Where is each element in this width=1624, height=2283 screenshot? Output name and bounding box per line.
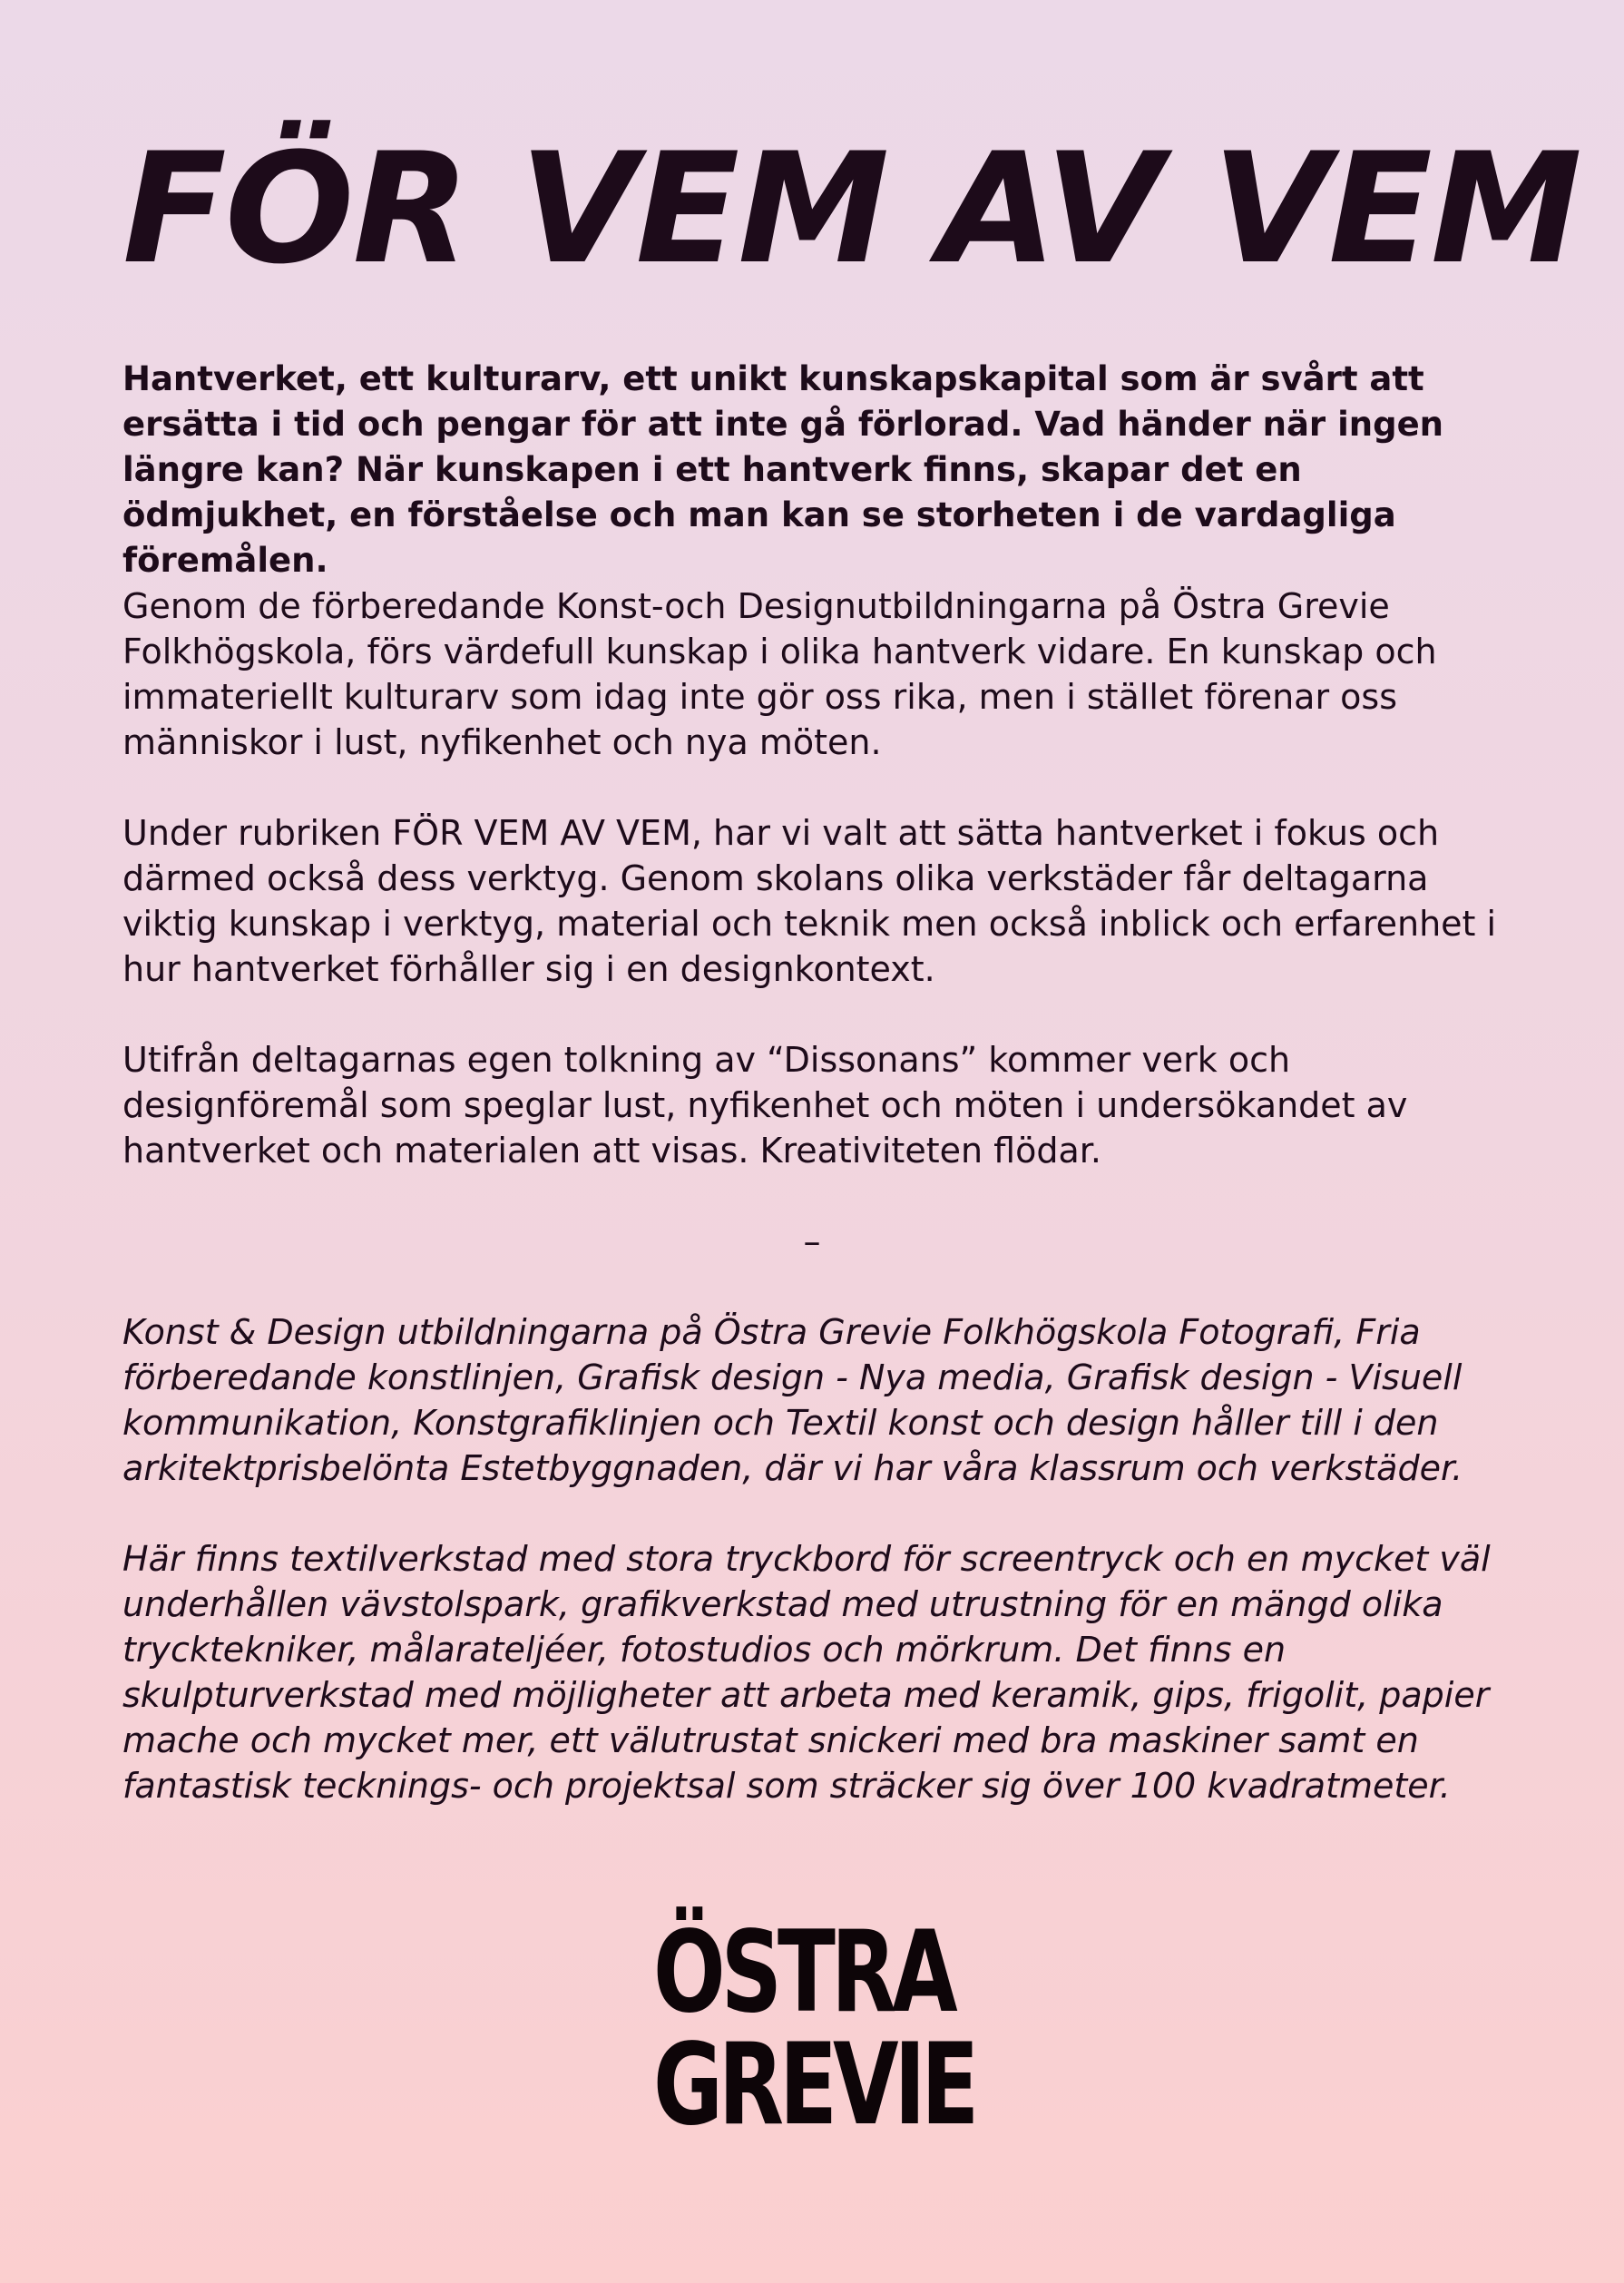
logo-line-1: ÖSTRA — [653, 1907, 954, 2038]
body-paragraph-3: Utifrån deltagarnas egen tolkning av “Dissonans” kommer verk och designföremål som speglar lust, nyfikenhet och möten i undersökandet av hantverket och materialen att visas. Kreativiteten flödar. — [122, 1040, 1408, 1171]
body-paragraph-2: Under rubriken FÖR VEM AV VEM, har vi valt att sätta hantverket i fokus och därmed också dess verktyg. Genom skolans olika verkstäder får deltagarna viktig kunskap i verktyg, material och teknik men också inblick och erfarenhet i hur hantverket förhåller sig i en designkontext. — [122, 813, 1497, 989]
italic-paragraph-2: Här finns textilverkstad med stora tryckbord för screentryck och en mycket väl underhållen vävstolspark, grafikverkstad med utrustning för en mängd olika trycktekniker, målarateljéer, fotostudios och mörkrum. Det finns en skulpturverkstad med möjligheter att arbeta med keramik, gips, frigolit, papier mache och mycket mer, ett välutrustat snickeri med bra maskiner samt en fantastisk tecknings- och projektsal som sträcker sig över 100 kvadratmeter. — [122, 1539, 1491, 1806]
intro-paragraph: Hantverket, ett kulturarv, ett unikt kunskapskapital som är svårt att ersätta i tid och pengar för att inte gå förlorad. Vad händer när ingen längre kan? När kunskapen i ett hantverk finns, skapar det en ödmjukhet, en förståelse och man kan se storheten i de vardagliga föremålen. — [122, 359, 1444, 580]
document-page — [122, 0, 1580, 2283]
section-separator: – — [803, 1221, 821, 1261]
ostra-grevie-logo — [653, 1907, 975, 2151]
page-title: FÖR VEM AV VEM — [122, 120, 1580, 298]
body-paragraph-1: Genom de förberedande Konst-och Designutbildningarna på Östra Grevie Folkhögskola, förs värdefull kunskap i olika hantverk vidare. En kunskap och immateriellt kulturarv som idag inte gör oss rika, men i stället förenar oss människor i lust, nyfikenhet och nya möten. — [122, 586, 1437, 762]
italic-paragraph-1: Konst & Design utbildningarna på Östra Grevie Folkhögskola Fotografi, Fria förberedande konstlinjen, Grafisk design - Nya media, Grafisk design - Visuell kommunikation, Konstgrafiklinjen och Textil konst och design håller till i den arkitektprisbelönta Estetbyggnaden, där vi har våra klassrum och verkstäder. — [122, 1312, 1463, 1488]
logo-line-2: GREVIE — [653, 2020, 975, 2151]
